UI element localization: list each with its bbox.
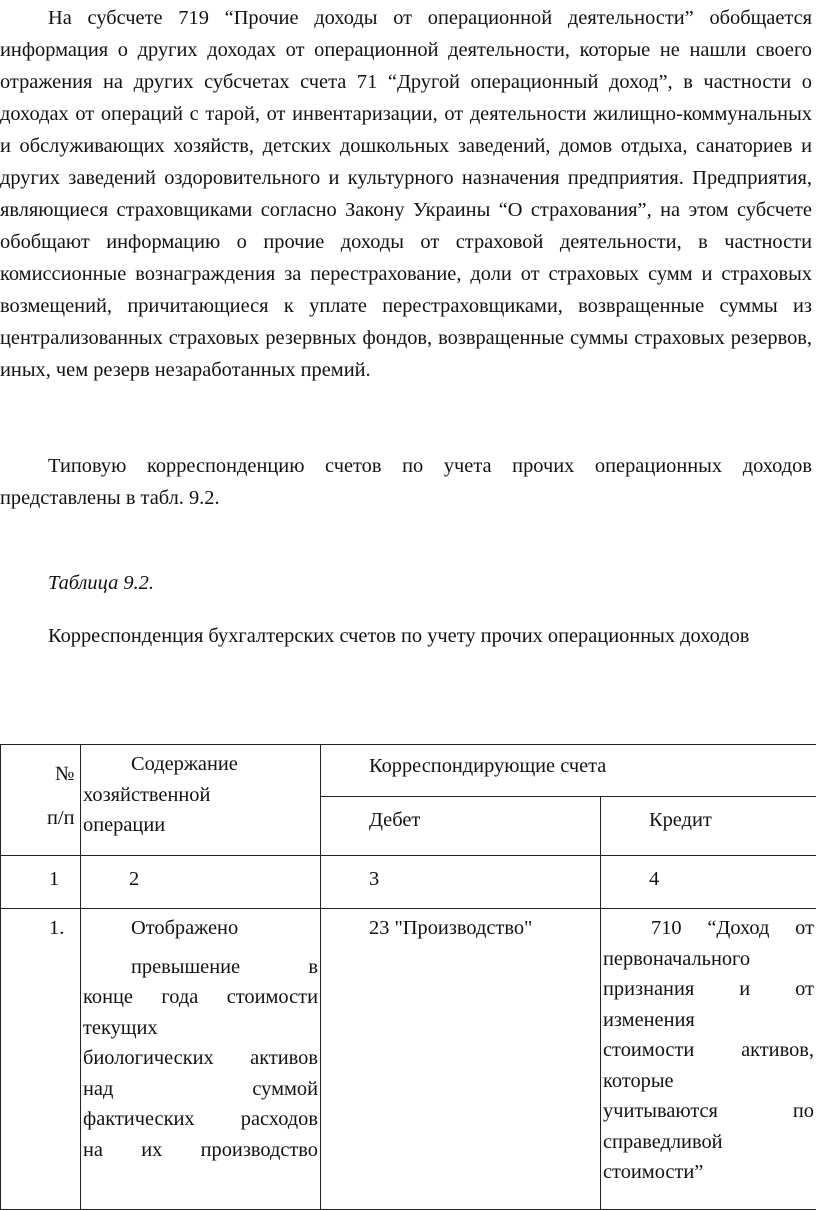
row-credit-line: первоначального: [603, 944, 814, 975]
header-corresponding-accounts-label: Корреспондирующие счета: [321, 745, 816, 782]
table-row: [1, 909, 816, 1210]
header-debit-label: Дебет: [321, 797, 600, 836]
row-credit-line: учитываются по: [603, 1096, 814, 1127]
numbering-cell: [601, 856, 816, 909]
numbering-label: 2: [81, 856, 320, 895]
correspondence-table: [0, 744, 816, 1210]
row-operation-line: превышение в: [83, 952, 318, 983]
row-credit-cell: [601, 909, 816, 1210]
header-operation-cell: [81, 745, 321, 856]
numbering-label: 1: [1, 856, 80, 895]
row-operation-line: над суммой: [83, 1074, 318, 1105]
row-number: 1.: [1, 909, 80, 944]
row-operation-line: текущих: [83, 1013, 318, 1044]
header-operation-line3: операции: [83, 810, 318, 841]
row-credit-line: изменения: [603, 1005, 814, 1036]
numbering-cell: [81, 856, 321, 909]
table-title: Корреспонденция бухгалтерских счетов по учету прочих операционных доходов: [0, 620, 812, 652]
numbering-label: 4: [601, 856, 816, 895]
header-number-sign: №: [55, 759, 74, 790]
header-debit-cell: [321, 797, 601, 856]
paragraph-subaccount-719: На субсчете 719 “Прочие доходы от операционной деятельности” обобщается информация о других доходах от операционной деятельности, которые не нашли своего отражения на других субсчетах счета 71 “Другой операционный доход”, в частности о доходах от операций с тарой, от инвентаризации, от деятельности жилищно-коммунальных и обслуживающих хозяйств, детских дошкольных заведений, домов отдыха, санаториев и других заведений оздоровительного и культурного назначения предприятия. Предприятия, являющиеся страховщиками согласно Закону Украины “О страхования”, на этом субсчете обобщают информацию о прочие доходы от страховой деятельности, в частности комиссионные вознаграждения за перестрахование, доли от страховых сумм и страховых возмещений, причитающиеся к уплате перестраховщиками, возвращенные суммы из централизованных страховых резервных фондов, возвращенные суммы страховых резервов, иных, чем резерв незаработанных премий.: [0, 2, 812, 386]
row-credit-line: стоимости”: [603, 1157, 814, 1188]
row-credit-line: стоимости активов,: [603, 1035, 814, 1066]
table-caption: Таблица 9.2.: [48, 572, 154, 595]
row-operation-line: на их производство: [83, 1135, 318, 1166]
row-number-cell: [1, 909, 81, 1210]
row-operation-line: биологических активов: [83, 1043, 318, 1074]
numbering-cell: [321, 856, 601, 909]
header-number-pp: п/п: [47, 803, 75, 834]
header-operation-line1: Содержание: [83, 749, 318, 780]
row-credit-line: которые: [603, 1066, 814, 1097]
row-debit-account: 23 "Производство": [321, 909, 600, 944]
row-operation-lead: Отображено: [83, 913, 318, 944]
row-operation-cell: [81, 909, 321, 1210]
header-operation-line2: хозяйственной: [83, 780, 318, 811]
header-number-cell: [1, 745, 81, 856]
row-operation-body: [83, 952, 318, 1166]
table-header-row: [1, 745, 816, 797]
header-credit-label: Кредит: [601, 797, 816, 836]
numbering-label: 3: [321, 856, 600, 895]
header-corresponding-accounts: [321, 745, 816, 797]
paragraph-typical-correspondence: Типовую корреспонденцию счетов по учета прочих операционных доходов представлены в табл. 9.2.: [0, 450, 812, 514]
row-operation-line: фактических расходов: [83, 1104, 318, 1135]
row-operation-line: конце года стоимости: [83, 982, 318, 1013]
table-numbering-row: [1, 856, 816, 909]
numbering-cell: [1, 856, 81, 909]
row-credit-line: признания и от: [603, 974, 814, 1005]
row-credit-line: 710 “Доход от: [603, 913, 814, 944]
row-debit-cell: [321, 909, 601, 1210]
row-credit-line: справедливой: [603, 1127, 814, 1158]
header-credit-cell: [601, 797, 816, 856]
